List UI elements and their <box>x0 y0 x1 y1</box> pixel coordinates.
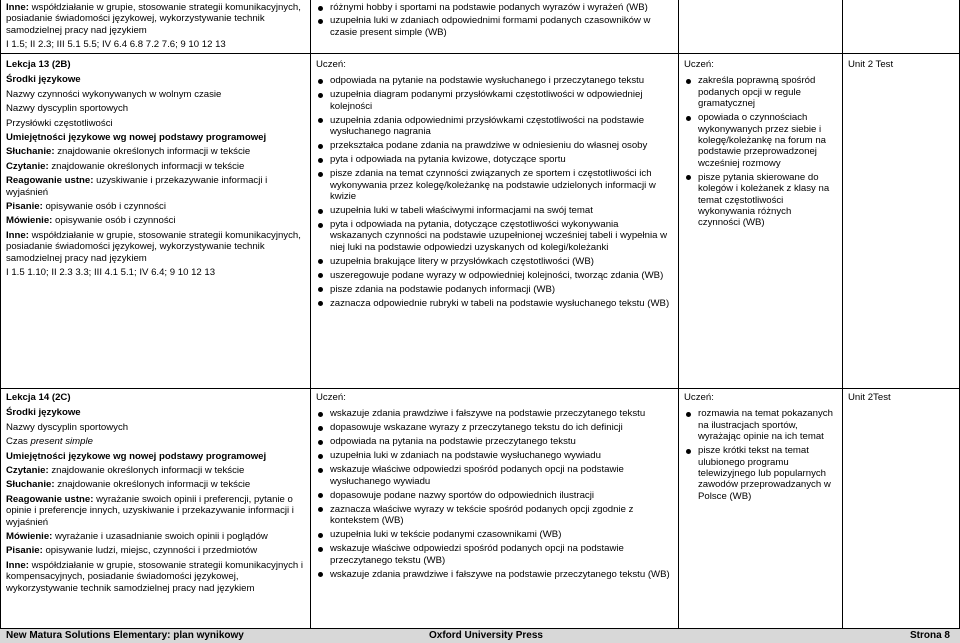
srodki-heading: Środki językowe <box>6 407 81 419</box>
lesson14-basic <box>316 392 672 626</box>
lesson13-extended <box>684 59 836 385</box>
skill-text: współdziałanie w grupie, stosowanie strategii komunikacyjnych i kompensacyjnych, posiadanie świadomości językowej, wykorzystywanie technik samodzielnej pracy nad językiem <box>6 559 304 594</box>
list-item: uzupełnia luki w tekście podanymi czasownikami (WB) <box>316 529 672 540</box>
skill-text: wyrażanie swoich opinii i preferencji, pytanie o opinie i preferencje innych, uzyskiwanie i przekazywanie informacji i wyjaśnień <box>6 493 294 528</box>
list-item: pyta i odpowiada na pytania, dotyczące częstotliwości wykonywania wskazanych czynności na podstawie uzupełnionej wcześniej tabeli i wypełnia w niej luki na podstawie odpowiedzi uzyskanych od kolegi/koleżanki <box>316 219 672 253</box>
srodki-line: Nazwy dyscyplin sportowych <box>6 421 129 433</box>
grid-line <box>310 0 311 628</box>
lesson14-extended <box>684 392 836 626</box>
list-item: opowiada o czynnościach wykonywanych przez siebie i kolegę/koleżankę na forum na podstawie przeprowadzonej wcześniej rozmowy <box>684 112 836 169</box>
lesson-title: Lekcja 13 (2B) <box>6 59 71 70</box>
uczen-label: Uczeń: <box>684 392 714 403</box>
list-item: uszeregowuje podane wyrazy w odpowiedniej kolejności, tworząc zdania (WB) <box>316 270 672 281</box>
skill-label: Inne: <box>6 229 29 241</box>
lesson-title: Lekcja 14 (2C) <box>6 392 71 403</box>
curriculum-codes: I 1.5 1.10; II 2.3 3.3; III 4.1 5.1; IV 6.4; 9 10 12 13 <box>6 267 216 279</box>
list-item: pisze pytania skierowane do kolegów i koleżanek z klasy na temat częstotliwości wykonywania różnych czynności (WB) <box>684 172 836 229</box>
list-item: zakreśla poprawną spośród podanych opcji w regule gramatycznej <box>684 75 836 109</box>
page-number: Strona 8 <box>909 630 950 641</box>
list-item: dopasowuje wskazane wyrazy z przeczytanego tekstu do ich definicji <box>316 422 672 433</box>
uczen-label: Uczeń: <box>316 59 346 70</box>
grid-line <box>842 0 843 628</box>
skill-text: znajdowanie określonych informacji w tekście <box>57 146 251 158</box>
list-item: uzupełnia zdania odpowiednimi przysłówkami częstotliwości na podstawie wysłuchanego nagrania <box>316 115 672 138</box>
grid-line <box>0 388 960 389</box>
list-item: wskazuje zdania prawdziwe i fałszywe na podstawie przeczytanego tekstu <box>316 408 672 419</box>
list-item: rozmawia na temat pokazanych na ilustracjach sportów, wyrażając opinie na ich temat <box>684 408 836 442</box>
list-item: wskazuje zdania prawdziwe i fałszywe na podstawie przeczytanego tekstu (WB) <box>316 569 672 580</box>
skill-label: Inne: <box>6 559 29 571</box>
lesson14-description <box>6 392 306 626</box>
list-item: odpowiada na pytanie na podstawie wysłuchanego i przeczytanego tekstu <box>316 75 672 86</box>
list-item: wskazuje właściwe odpowiedzi spośród podanych opcji na podstawie wysłuchanego wywiadu <box>316 464 672 487</box>
lesson13-description <box>6 59 306 385</box>
list-item: uzupełnia diagram podanymi przysłówkami częstotliwości w odpowiedniej kolejności <box>316 89 672 112</box>
list-item: uzupełnia luki w tabeli właściwymi informacjami na swój temat <box>316 205 672 216</box>
lesson13-basic <box>316 59 672 385</box>
umiejetnosci-heading: Umiejętności językowe wg nowej podstawy programowej <box>6 450 267 462</box>
list-item: uzupełnia brakujące litery w przysłówkach częstotliwości (WB) <box>316 256 672 267</box>
lesson14-test <box>848 392 954 412</box>
skill-text: opisywanie ludzi, miejsc, czynności i przedmiotów <box>45 545 258 557</box>
skill-label: Pisanie: <box>6 201 43 213</box>
skill-label: Pisanie: <box>6 545 43 557</box>
list-item: pisze zdania na temat czynności związanych ze sportem i częstotliwości ich wykonywania przez kolegę/koleżankę na podstawie udzielonych informacji w kwizie <box>316 168 672 202</box>
test-label: Unit 2 Test <box>848 59 894 70</box>
srodki-line: Nazwy dyscyplin sportowych <box>6 103 129 115</box>
srodki-heading: Środki językowe <box>6 74 81 86</box>
page-footer <box>0 628 960 643</box>
skill-text: opisywanie osób i czynności <box>45 201 166 213</box>
uczen-label: Uczeń: <box>684 59 714 70</box>
skill-label: Czytanie: <box>6 160 49 172</box>
srodki-line: Przysłówki częstotliwości <box>6 117 113 129</box>
list-item: pyta i odpowiada na pytania kwizowe, dotyczące sportu <box>316 154 672 165</box>
test-label: Unit 2Test <box>848 392 891 403</box>
lesson13-test <box>848 59 954 79</box>
skill-text: współdziałanie w grupie, stosowanie strategii komunikacyjnych, posiadanie świadomości językowej, wykorzystywanie technik samodzielnej pracy nad językiem <box>6 229 301 264</box>
srodki-line: Czas <box>6 436 31 448</box>
skill-label: Słuchanie: <box>6 146 55 158</box>
skill-text: znajdowanie określonych informacji w tekście <box>51 465 245 477</box>
skill-text: znajdowanie określonych informacji w tekście <box>51 160 245 172</box>
skill-text: uzyskiwanie i przekazywanie informacji i wyjaśnień <box>6 175 268 198</box>
inne-text: współdziałanie w grupie, stosowanie strategii komunikacyjnych, posiadanie świadomości językowej, wykorzystywanie technik samodzielnej pracy nad językiem <box>6 2 301 36</box>
skill-text: opisywanie osób i czynności <box>55 215 176 227</box>
skill-label: Reagowanie ustne: <box>6 493 94 505</box>
list-item: różnymi hobby i sportami na podstawie podanych wyrazów i wyrażeń (WB) <box>316 2 672 13</box>
grid-line <box>0 0 1 628</box>
list-item: odpowiada na pytania na podstawie przeczytanego tekstu <box>316 436 672 447</box>
footer-title: New Matura Solutions Elementary: plan wynikowy <box>6 630 244 641</box>
list-item: zaznacza właściwe wyrazy w tekście spośród podanych opcji zgodnie z kontekstem (WB) <box>316 504 672 527</box>
skill-label: Czytanie: <box>6 465 49 477</box>
list-item: zaznacza odpowiednie rubryki w tabeli na podstawie wysłuchanego tekstu (WB) <box>316 298 672 309</box>
top-middle-cell <box>316 2 672 52</box>
skill-label: Mówienie: <box>6 215 53 227</box>
grid-line <box>678 0 679 628</box>
grammar-term: present simple <box>30 436 93 448</box>
uczen-label: Uczeń: <box>316 392 346 403</box>
skill-label: Mówienie: <box>6 531 53 543</box>
skill-text: wyrażanie i uzasadnianie swoich opinii i poglądów <box>55 531 268 543</box>
list-item: pisze zdania na podstawie podanych informacji (WB) <box>316 284 672 295</box>
list-item: wskazuje właściwe odpowiedzi spośród podanych opcji na podstawie przeczytanego tekstu (WB) <box>316 543 672 566</box>
list-item: uzupełnia luki w zdaniach na podstawie wysłuchanego wywiadu <box>316 450 672 461</box>
list-item: pisze krótki tekst na temat ulubionego programu telewizyjnego lub popularnych zawodów przeprowadzanych w Polsce (WB) <box>684 445 836 502</box>
skill-label: Słuchanie: <box>6 479 55 491</box>
list-item: uzupełnia luki w zdaniach odpowiednimi formami podanych czasowników w czasie present simple (WB) <box>316 15 672 38</box>
top-left-cell <box>6 2 306 52</box>
skill-text: znajdowanie określonych informacji w tekście <box>57 479 251 491</box>
inne-label: Inne: <box>6 2 29 13</box>
skill-label: Reagowanie ustne: <box>6 175 94 187</box>
curriculum-codes: I 1.5; II 2.3; III 5.1 5.5; IV 6.4 6.8 7.2 7.6; 9 10 12 13 <box>6 38 226 50</box>
list-item: przekształca podane zdania na prawdziwe w odniesieniu do własnej osoby <box>316 140 672 151</box>
srodki-line: Nazwy czynności wykonywanych w wolnym czasie <box>6 88 222 100</box>
footer-publisher: Oxford University Press <box>429 630 543 641</box>
grid-line <box>0 53 960 54</box>
umiejetnosci-heading: Umiejętności językowe wg nowej podstawy programowej <box>6 132 267 144</box>
list-item: dopasowuje podane nazwy sportów do odpowiednich ilustracji <box>316 490 672 501</box>
